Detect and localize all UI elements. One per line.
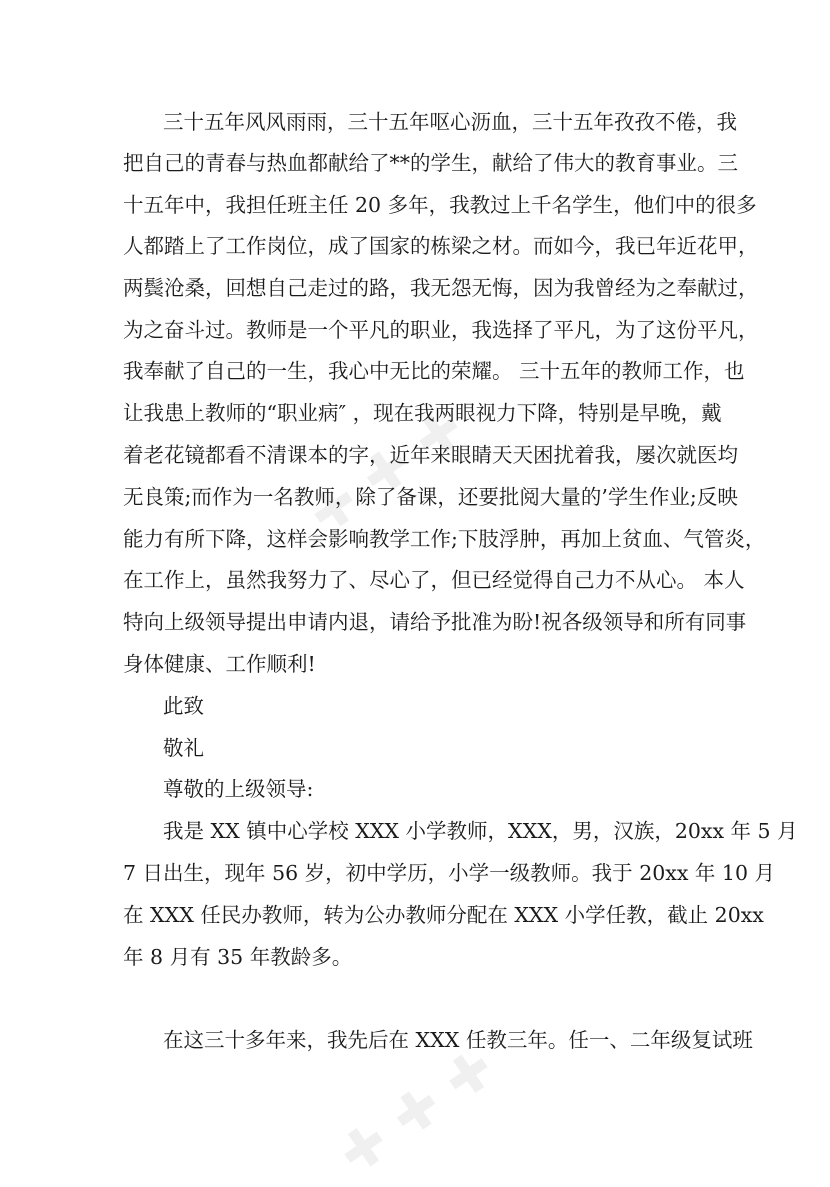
paragraph-line: 让我患上教师的“职业病″ ，现在我两眼视力下降，特别是早晚，戴 xyxy=(123,401,722,425)
paragraph-line: 在 XXX 任民办教师，转为公办教师分配在 XXX 小学任教，截止 20xx xyxy=(123,903,764,927)
paragraph-line: 无良策;而作为一名教师，除了备课，还要批阅大量的’学生作业;反映 xyxy=(123,485,738,509)
closing-line: 敬礼 xyxy=(163,736,204,760)
paragraph-line: 年 8 月有 35 年教龄多。 xyxy=(123,945,353,969)
paragraph-line: 为之奋斗过。教师是一个平凡的职业，我选择了平凡，为了这份平凡， xyxy=(123,318,759,342)
paragraph-line: 十五年中，我担任班主任 20 多年，我教过上千名学生，他们中的很多 xyxy=(123,193,757,217)
watermark-mark: ✚ ✚ ✚ xyxy=(327,1035,506,1187)
paragraph-line: 在工作上，虽然我努力了、尽心了，但已经觉得自己力不从心。 本人 xyxy=(123,568,745,592)
paragraph-line: 7 日出生，现年 56 岁，初中学历，小学一级教师。我于 20xx 年 10 月 xyxy=(123,861,776,885)
salutation: 尊敬的上级领导: xyxy=(163,777,314,801)
paragraph-line: 能力有所下降，这样会影响教学工作;下肢浮肿，再加上贫血、气管炎， xyxy=(123,527,766,551)
paragraph-line: 我是 XX 镇中心学校 XXX 小学教师，XXX，男，汉族，20xx 年 5 月 xyxy=(163,819,798,843)
paragraph-line: 我奉献了自己的一生，我心中无比的荣耀。 三十五年的教师工作，也 xyxy=(123,359,745,383)
paragraph-line: 着老花镜都看不清课本的字，近年来眼睛天天困扰着我，屡次就医均 xyxy=(123,443,738,467)
paragraph-line: 把自己的青春与热血都献给了**的学生，献给了伟大的教育事业。三 xyxy=(123,151,738,175)
paragraph-line: 在这三十多年来，我先后在 XXX 任教三年。任一、二年级复试班 xyxy=(163,1028,753,1052)
closing-line: 此致 xyxy=(163,694,204,718)
paragraph-line: 特向上级领导提出申请内退，请给予批准为盼!祝各级领导和所有同事 xyxy=(123,610,747,634)
paragraph-line: 身体健康、工作顺利! xyxy=(123,652,316,676)
paragraph-line: 两鬓沧桑，回想自己走过的路，我无怨无悔，因为我曾经为之奉献过， xyxy=(123,276,759,300)
watermark-mark: ✚ ✚ ✚ xyxy=(297,395,476,548)
paragraph-line: 人都踏上了工作岗位，成了国家的栋梁之材。而如今，我已年近花甲， xyxy=(123,234,759,258)
paragraph-line: 三十五年风风雨雨，三十五年呕心沥血，三十五年孜孜不倦，我 xyxy=(163,110,737,134)
